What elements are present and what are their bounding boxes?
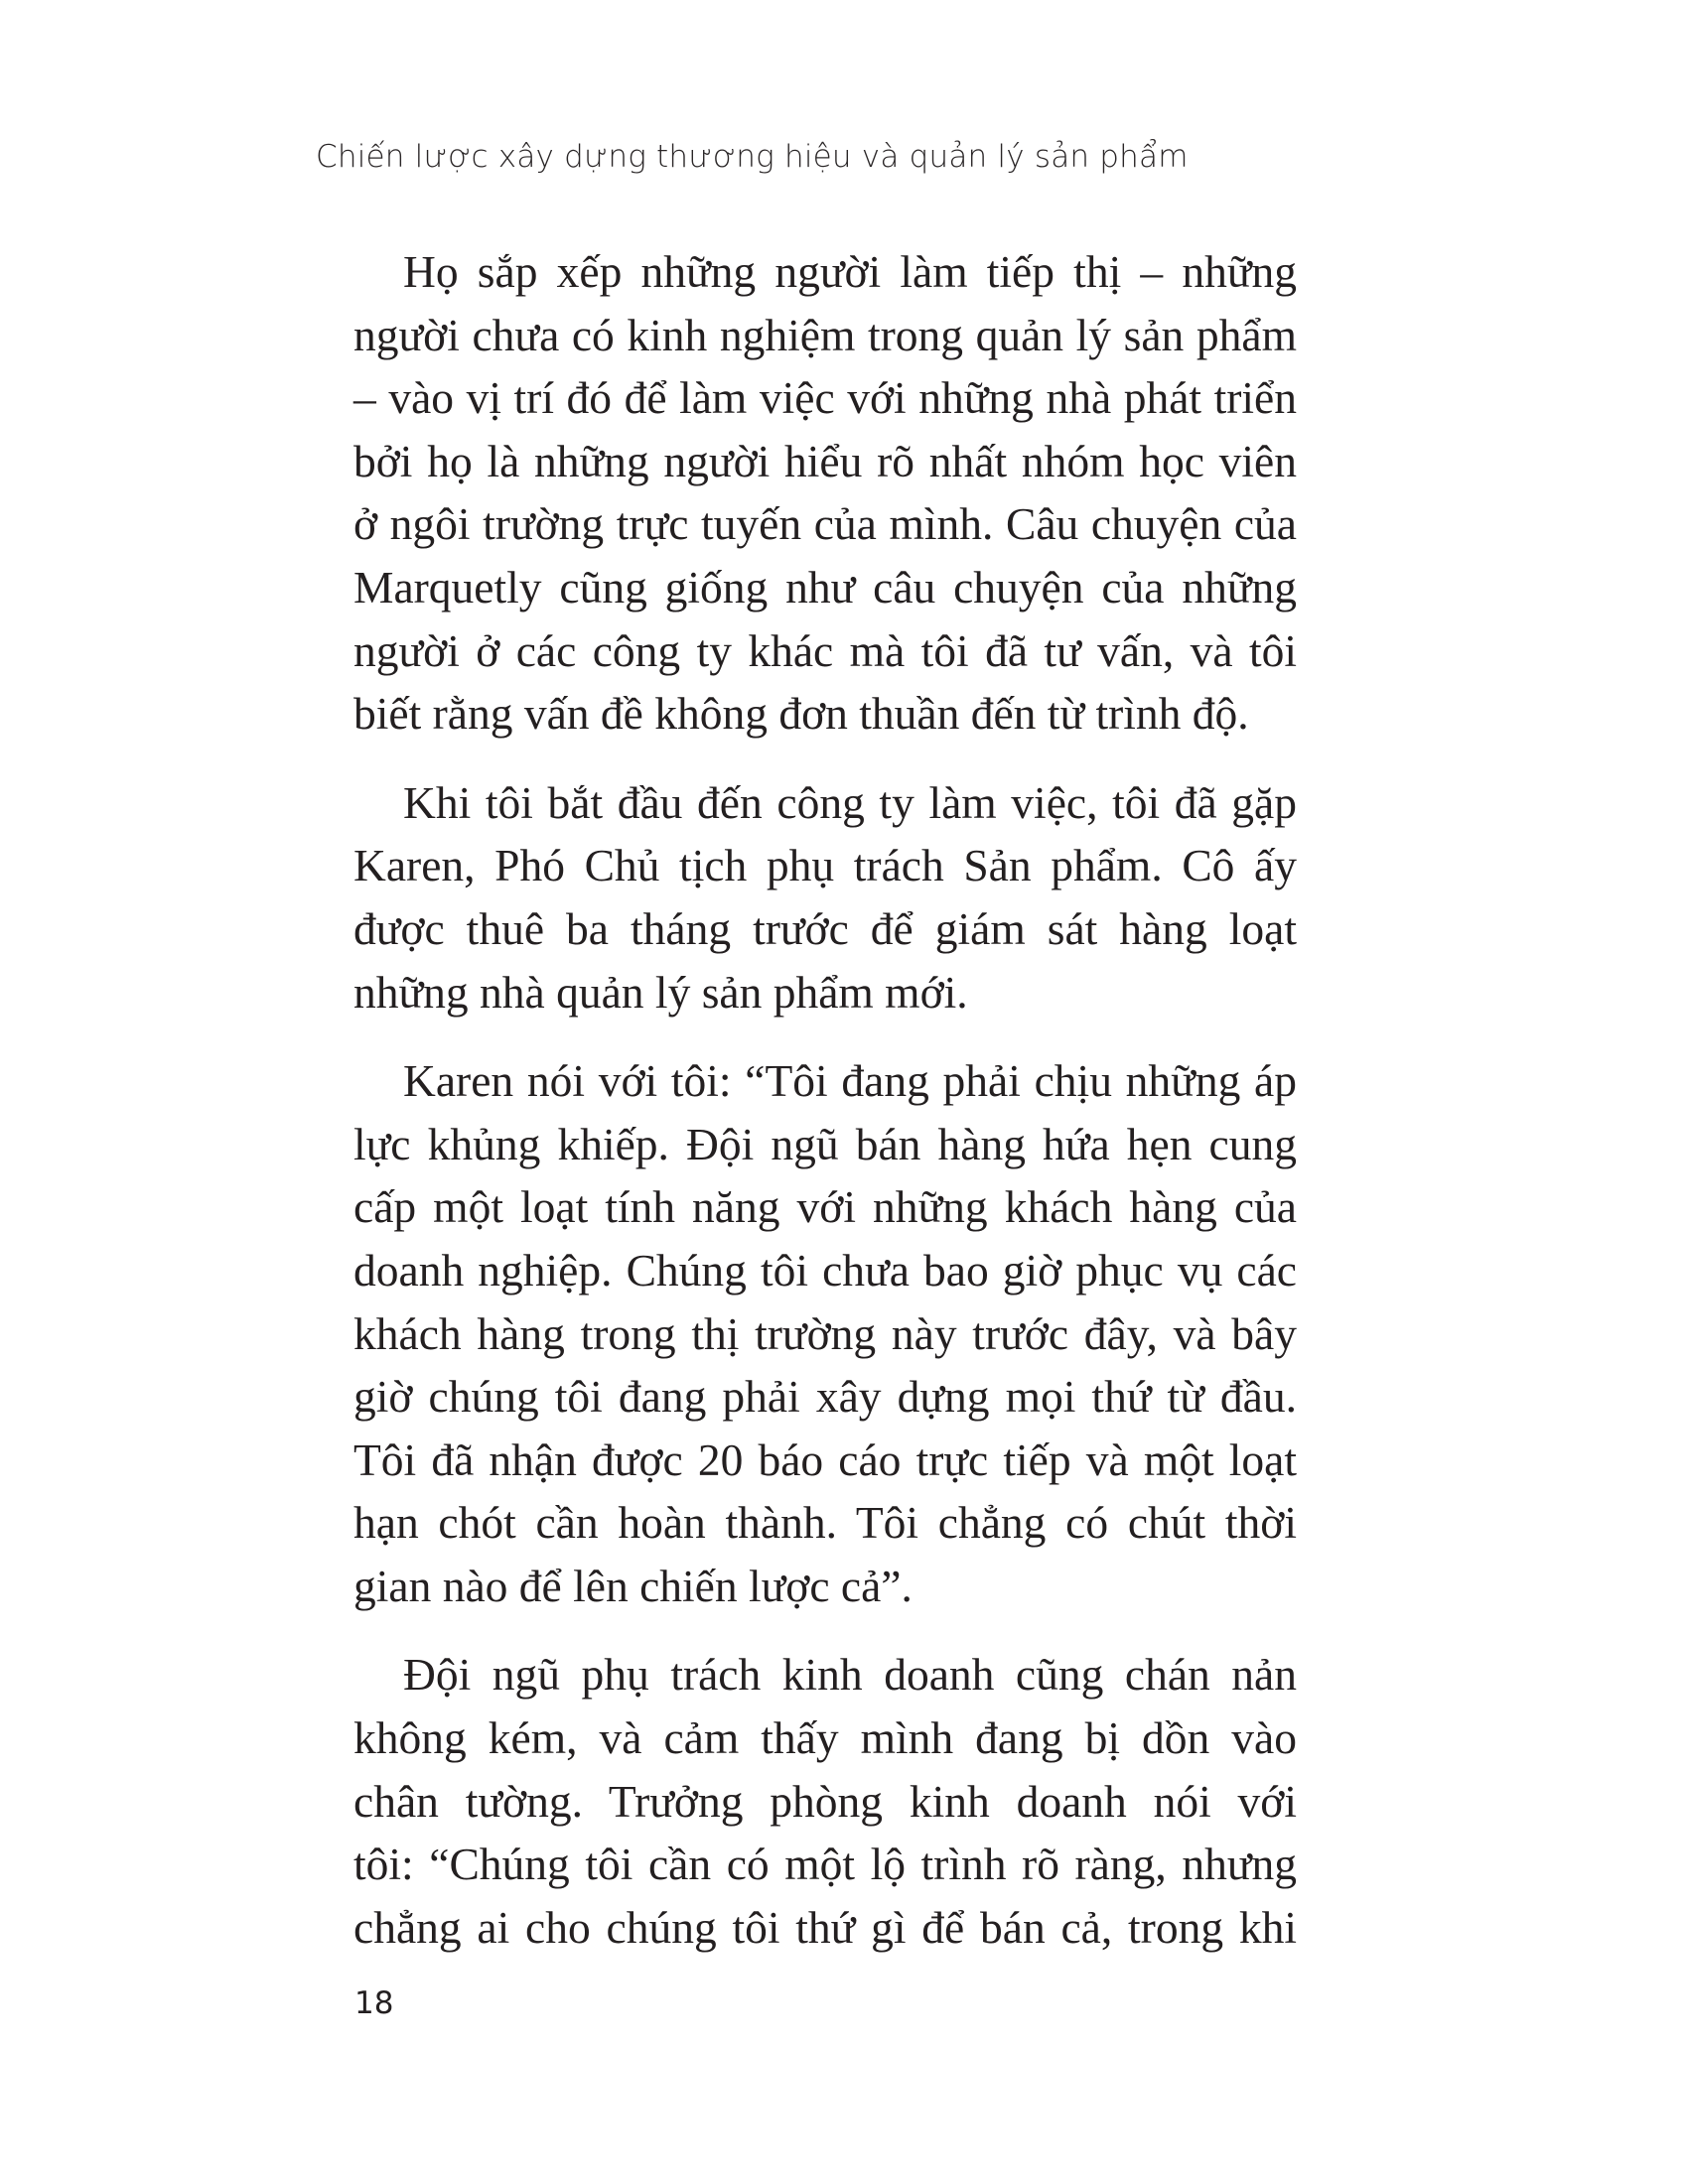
paragraph-4 (353, 1643, 1297, 1959)
text-line: chẳng ai cho chúng tôi thứ gì để bán cả, trong khi (353, 1901, 1297, 1953)
text-line: cấp một loạt tính năng với những khách hàng của (353, 1181, 1297, 1233)
text-line: Tôi đã nhận được 20 báo cáo trực tiếp và một loạt (353, 1433, 1297, 1485)
text-line: Marquetly cũng giống như câu chuyện của những (353, 561, 1297, 613)
text-line: những nhà quản lý sản phẩm mới. (353, 966, 968, 1018)
running-header-title: Chiến lược xây dựng thương hiệu và quản lý sản phẩm (316, 139, 1189, 175)
text-line: Họ sắp xếp những người làm tiếp thị – những (403, 246, 1297, 297)
text-line: – vào vị trí đó để làm việc với những nhà phát triển (353, 372, 1297, 424)
text-line: Karen nói với tôi: “Tôi đang phải chịu những áp (403, 1055, 1297, 1107)
text-line: bởi họ là những người hiểu rõ nhất nhóm học viên (353, 435, 1297, 486)
body-text (353, 240, 1297, 1984)
text-line: hạn chót cần hoàn thành. Tôi chẳng có chút thời (353, 1497, 1297, 1549)
paragraph-1 (353, 240, 1297, 746)
text-line: Đội ngũ phụ trách kinh doanh cũng chán nản (403, 1649, 1297, 1701)
text-line: ở ngôi trường trực tuyến của mình. Câu chuyện của (353, 498, 1297, 550)
text-line: Khi tôi bắt đầu đến công ty làm việc, tôi đã gặp (403, 776, 1297, 828)
paragraph-2 (353, 771, 1297, 1024)
text-line: giờ chúng tôi đang phải xây dựng mọi thứ từ đầu. (353, 1371, 1297, 1423)
text-line: chân tường. Trưởng phòng kinh doanh nói với (353, 1775, 1297, 1827)
text-line: người ở các công ty khác mà tôi đã tư vấn, và tôi (353, 624, 1297, 676)
text-line: người chưa có kinh nghiệm trong quản lý sản phẩm (353, 309, 1297, 360)
paragraph-3 (353, 1049, 1297, 1617)
text-line: lực khủng khiếp. Đội ngũ bán hàng hứa hẹn cung (353, 1118, 1297, 1169)
text-line: được thuê ba tháng trước để giám sát hàng loạt (353, 902, 1297, 954)
text-line: Karen, Phó Chủ tịch phụ trách Sản phẩm. Cô ấy (353, 840, 1297, 891)
text-line: biết rằng vấn đề không đơn thuần đến từ trình độ. (353, 688, 1249, 740)
page-number: 18 (354, 1985, 394, 2021)
text-line: không kém, và cảm thấy mình đang bị dồn vào (353, 1712, 1297, 1764)
text-line: khách hàng trong thị trường này trước đây, và bây (353, 1307, 1297, 1359)
text-line: tôi: “Chúng tôi cần có một lộ trình rõ ràng, nhưng (353, 1839, 1297, 1890)
text-line: gian nào để lên chiến lược cả”. (353, 1560, 913, 1611)
text-line: doanh nghiệp. Chúng tôi chưa bao giờ phục vụ các (353, 1244, 1297, 1296)
